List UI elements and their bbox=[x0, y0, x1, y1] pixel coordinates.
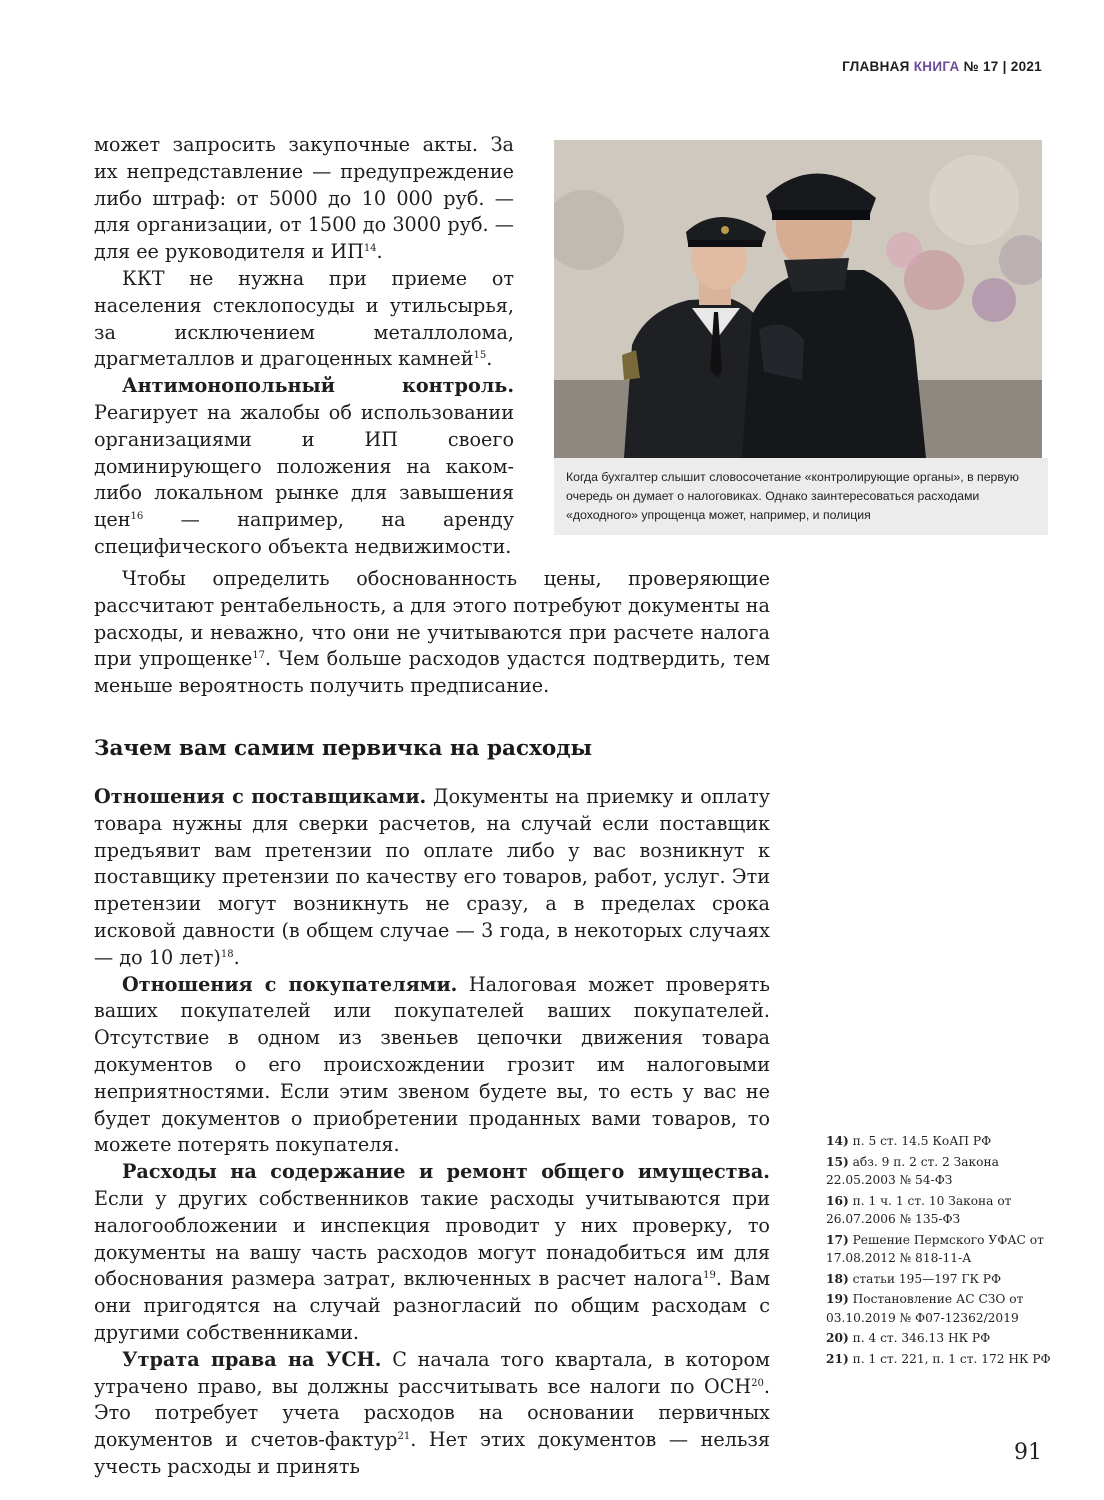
running-header bbox=[842, 59, 1042, 74]
header-issue: № 17 | 2021 bbox=[963, 59, 1042, 74]
footnote: 16) п. 1 ч. 1 ст. 10 Закона от 26.07.2006 № 135-ФЗ bbox=[826, 1193, 1012, 1226]
paragraph: Антимонопольный контроль. Реагирует на жалобы об использовании организациями и ИП своего доминирующего положения на каком-либо локальном рынке для завышения цен$^{16}$ — например, на аренду специфического объекта недвижимости. bbox=[94, 374, 514, 558]
footnotes-list bbox=[826, 1132, 1056, 1370]
photo-caption: Когда бухгалтер слышит словосочетание «контролирующие органы», в первую очередь он думает о налоговиках. Однако заинтересоваться расходами «доходного» упрощенца может, например, и полиция bbox=[554, 458, 1048, 535]
footnote: 21) п. 1 ст. 221, п. 1 ст. 172 НК РФ bbox=[826, 1351, 1051, 1366]
paragraph: ККТ не нужна при приеме от населения стеклопосуды и утильсырья, за исключением металлолома, драгметаллов и драгоценных камней$^{15}$. bbox=[94, 266, 514, 371]
top-text-column bbox=[94, 132, 514, 561]
paragraph: Отношения с поставщиками. Документы на приемку и оплату товара нужны для сверки расчетов, на случай если поставщик предъявит вам претензии по оплате либо у вас возникнут к поставщику претензии по качеству его товаров, работ, услуг. Эти претензии могут возникнуть не сразу, а в пределах срока исковой давности (в общем случае — 3 года, в некоторых случаях — до 10 лет)$^{18}$. bbox=[94, 785, 770, 969]
header-magazine-accent: КНИГА bbox=[913, 59, 960, 74]
footnote: 15) абз. 9 п. 2 ст. 2 Закона 22.05.2003 № 54-ФЗ bbox=[826, 1154, 999, 1187]
paragraph: Расходы на содержание и ремонт общего имущества. Если у других собственников такие расходы учитываются при налогообложении и инспекция проводит у них проверку, то документы на вашу часть расходов могут понадобиться им для обоснования размера затрат, включенных в расчет налога$^{19}$. Вам они пригодятся на случай разногласий по общим расходам с другими собственниками. bbox=[94, 1160, 770, 1344]
footnote-ref: 15 bbox=[473, 350, 487, 362]
police-officers-photo bbox=[554, 140, 1042, 458]
footnote-ref: 20 bbox=[751, 1377, 764, 1389]
footnote-ref: 21 bbox=[397, 1431, 411, 1443]
wide-text-column bbox=[94, 566, 770, 700]
paragraph: Отношения с покупателями. Налоговая может проверять ваших покупателей или покупателей ваших покупателей. Отсутствие в одном из звеньев цепочки движения товара документов о его происхождении грозит им налоговыми неприятностями. Если этим звеном будете вы, то есть у вас не будет документов о приобретении проданных вами товаров, то можете потерять покупателя. bbox=[94, 972, 770, 1157]
page-number: 91 bbox=[1014, 1440, 1042, 1465]
paragraph-lead: Отношения с поставщиками. bbox=[94, 785, 427, 808]
footnote-ref: 19 bbox=[703, 1270, 716, 1282]
footnote-ref: 17 bbox=[252, 650, 266, 662]
paragraph-lead: Антимонопольный контроль. bbox=[122, 374, 514, 398]
paragraph-lead: Отношения с покупателями. bbox=[122, 972, 458, 996]
footnote-ref: 14 bbox=[363, 243, 377, 255]
section-text-column bbox=[94, 784, 770, 1481]
footnote: 20) п. 4 ст. 346.13 НК РФ bbox=[826, 1331, 991, 1345]
footnote-ref: 16 bbox=[130, 511, 144, 523]
paragraph: может запросить закупочные акты. За их непредставление — предупреждение либо штраф: от 5000 до 10 000 руб. — для организации, от 1500 до 3000 руб. — для ее руководителя и ИП$^{14}$. bbox=[94, 133, 514, 264]
paragraph: Чтобы определить обоснованность цены, проверяющие рассчитают рентабельность, а для этого потребуют документы на расходы, и неважно, что они не учитываются при расчете налога при упрощенке$^{17}$. Чем больше расходов удастся подтвердить, тем меньше вероятность получить предписание. bbox=[94, 567, 771, 698]
paragraph: Утрата права на УСН. С начала того квартала, в котором утрачено право, вы должны рассчитывать все налоги по ОСН$^{20}$. Это потребует учета расходов на основании первичных документов и счетов-фактур$^{21}$. Нет этих документов — нельзя учесть расходы и принять bbox=[94, 1347, 770, 1478]
footnote: 17) Решение Пермского УФАС от 17.08.2012 № 818-11-А bbox=[826, 1232, 1044, 1265]
footnote: 19) Постановление АС СЗО от 03.10.2019 № Ф07-12362/2019 bbox=[826, 1292, 1024, 1325]
paragraph-lead: Утрата права на УСН. bbox=[122, 1347, 382, 1371]
section-heading: Зачем вам самим первичка на расходы bbox=[94, 736, 593, 761]
footnote-ref: 18 bbox=[220, 948, 234, 960]
header-magazine-name: ГЛАВНАЯ bbox=[842, 59, 910, 74]
footnote: 18) статьи 195—197 ГК РФ bbox=[826, 1271, 1002, 1286]
footnote: 14) п. 5 ст. 14.5 КоАП РФ bbox=[826, 1134, 992, 1148]
paragraph-lead: Расходы на содержание и ремонт общего имущества. bbox=[122, 1160, 770, 1184]
